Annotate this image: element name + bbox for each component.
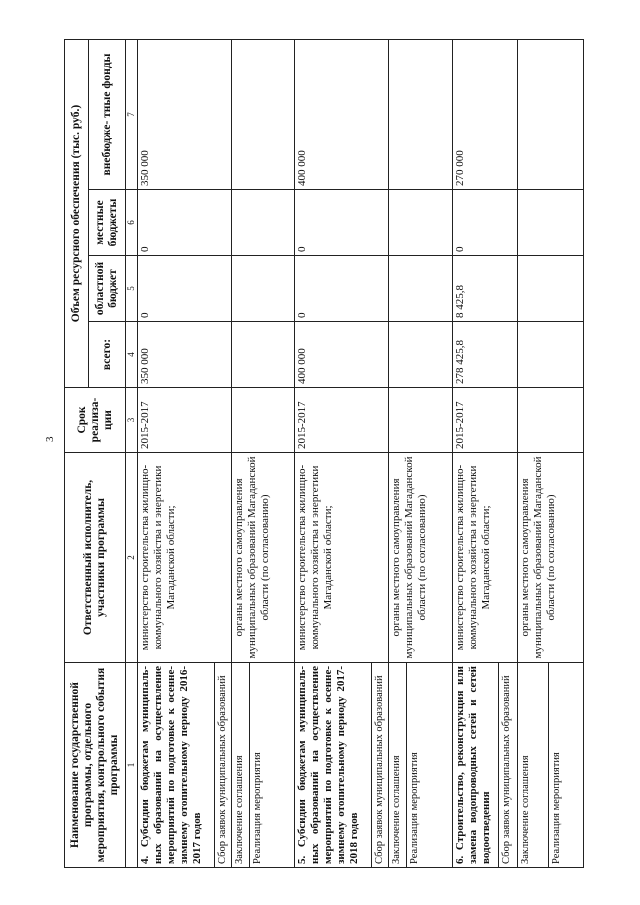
- item-responsible-ministry: министерство строительства жилищно-коммунального хозяйства и энергетики Магаданской области;: [138, 453, 232, 663]
- empty-cell: [518, 190, 584, 256]
- empty-cell: [232, 190, 295, 256]
- header-extra: внебюдже- тные фонды: [89, 39, 126, 189]
- header-name: Наименование государственной программы, отдельного мероприятия, контрольного события программы: [65, 663, 126, 868]
- empty-cell: [232, 388, 295, 453]
- item-title: 5. Субсидии бюджетам муниципаль- ных образований на осуществление мероприятий по подготовке к осенне- зимнему отопительному периоду 2017-2018 годов: [295, 663, 371, 868]
- col-number: 6: [126, 190, 138, 256]
- col-number: 4: [126, 322, 138, 388]
- item-title: 6. Строительство, реконструкция или замена водопроводных сетей и сетей водоотведения: [452, 663, 498, 868]
- event-row: Реализация мероприятия: [548, 663, 583, 868]
- item-regional: 0: [138, 256, 232, 322]
- item-extra: 350 000: [138, 39, 232, 189]
- empty-cell: [232, 256, 295, 322]
- event-row: Заключение соглашения: [389, 663, 406, 868]
- col-number: 5: [126, 256, 138, 322]
- event-row: Сбор заявок муниципальных образований: [498, 663, 518, 868]
- item-extra: 400 000: [295, 39, 389, 189]
- empty-cell: [389, 322, 452, 388]
- item-extra: 270 000: [452, 39, 518, 189]
- item-total: 400 000: [295, 322, 389, 388]
- resource-table: [64, 39, 584, 868]
- item-title: 4. Субсидии бюджетам муниципаль- ных образований на осуществление мероприятий по подготовке к осенне- зимнему отопительному периоду 2016-2017 годов: [138, 663, 214, 868]
- item-regional: 8 425,8: [452, 256, 518, 322]
- header-regional: областной бюджет: [89, 256, 126, 322]
- item-local: 0: [452, 190, 518, 256]
- empty-cell: [518, 322, 584, 388]
- rotated-table-container: [64, 40, 584, 868]
- empty-cell: [389, 256, 452, 322]
- empty-cell: [389, 190, 452, 256]
- empty-cell: [518, 256, 584, 322]
- header-responsible: Ответственный исполнитель, участники программы: [65, 453, 126, 663]
- col-number: 1: [126, 663, 138, 868]
- col-number: 7: [126, 39, 138, 189]
- empty-cell: [389, 388, 452, 453]
- header-local: местные бюджеты: [89, 190, 126, 256]
- page-number: 3: [44, 436, 56, 442]
- item-term: 2015-2017: [295, 388, 389, 453]
- empty-cell: [232, 322, 295, 388]
- item-total: 278 425,8: [452, 322, 518, 388]
- col-number: 3: [126, 388, 138, 453]
- event-row: Сбор заявок муниципальных образований: [214, 663, 231, 868]
- item-responsible-local: органы местного самоуправления муниципальных образований Магаданской области (по согласованию): [389, 453, 452, 663]
- header-volume: Объем ресурсного обеспечения (тыс. руб.): [65, 39, 89, 387]
- event-row: Сбор заявок муниципальных образований: [371, 663, 388, 868]
- item-responsible-local: органы местного самоуправления муниципальных образований Магаданской области (по согласованию): [518, 453, 584, 663]
- empty-cell: [518, 39, 584, 189]
- item-responsible-local: органы местного самоуправления муниципальных образований Магаданской области (по согласованию): [232, 453, 295, 663]
- item-total: 350 000: [138, 322, 232, 388]
- event-row: Реализация мероприятия: [406, 663, 452, 868]
- empty-cell: [232, 39, 295, 189]
- col-number: 2: [126, 453, 138, 663]
- event-row: Заключение соглашения: [232, 663, 249, 868]
- item-term: 2015-2017: [138, 388, 232, 453]
- item-term: 2015-2017: [452, 388, 518, 453]
- header-term: Срок реализа- ции: [65, 388, 126, 453]
- item-responsible-ministry: министерство строительства жилищно-коммунального хозяйства и энергетики Магаданской области;: [295, 453, 389, 663]
- empty-cell: [518, 388, 584, 453]
- item-responsible-ministry: министерство строительства жилищно-коммунального хозяйства и энергетики Магаданской области;: [452, 453, 518, 663]
- item-regional: 0: [295, 256, 389, 322]
- item-local: 0: [295, 190, 389, 256]
- item-local: 0: [138, 190, 232, 256]
- event-row: Заключение соглашения: [518, 663, 549, 868]
- header-total: всего:: [89, 322, 126, 388]
- empty-cell: [389, 39, 452, 189]
- event-row: Реализация мероприятия: [249, 663, 295, 868]
